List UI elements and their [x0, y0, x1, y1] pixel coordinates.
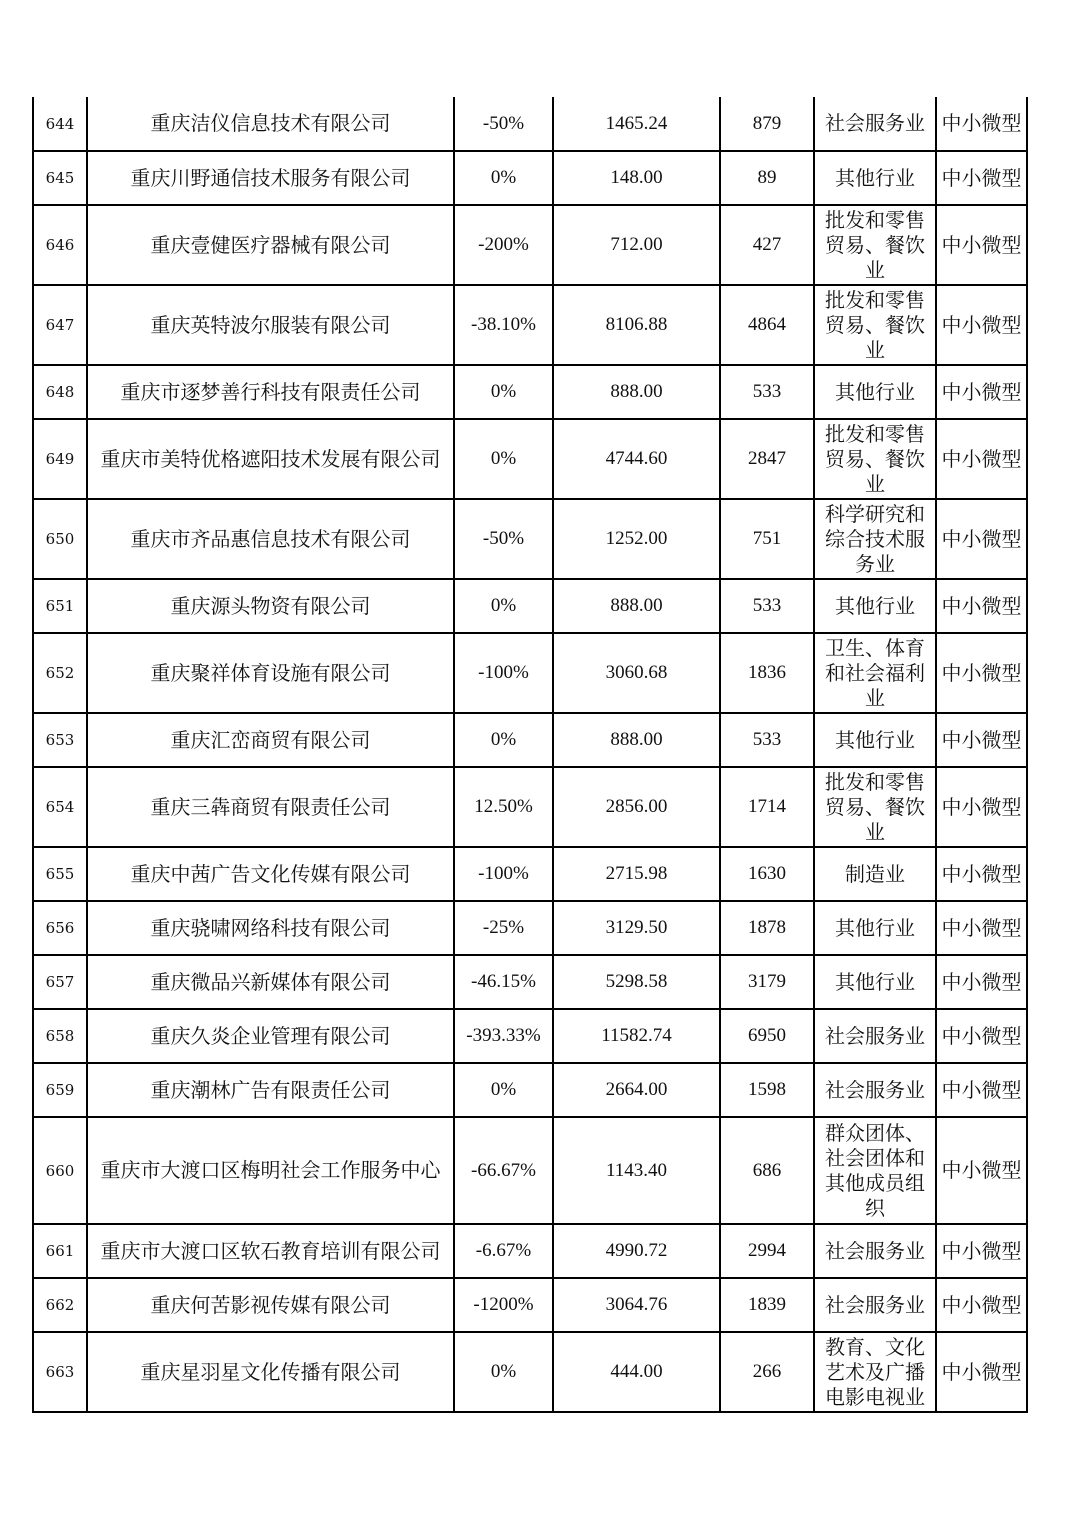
enterprise-size-cell: 中小微型	[936, 285, 1027, 365]
industry-cell: 其他行业	[814, 713, 936, 767]
amount-cell: 4990.72	[553, 1224, 720, 1278]
industry-cell: 社会服务业	[814, 1278, 936, 1332]
industry-cell: 其他行业	[814, 955, 936, 1009]
enterprise-size-cell: 中小微型	[936, 151, 1027, 205]
data-table	[32, 97, 1028, 1413]
enterprise-size-cell: 中小微型	[936, 579, 1027, 633]
change-rate-cell: 0%	[454, 713, 553, 767]
amount-cell: 712.00	[553, 205, 720, 285]
row-number-cell: 645	[33, 151, 87, 205]
enterprise-size-cell: 中小微型	[936, 1224, 1027, 1278]
count-cell: 533	[720, 365, 814, 419]
enterprise-size-cell: 中小微型	[936, 1063, 1027, 1117]
amount-cell: 2664.00	[553, 1063, 720, 1117]
row-number-cell: 659	[33, 1063, 87, 1117]
company-name-cell: 重庆星羽星文化传播有限公司	[87, 1332, 454, 1412]
change-rate-cell: -50%	[454, 97, 553, 151]
industry-cell: 科学研究和综合技术服务业	[814, 499, 936, 579]
table-row	[33, 579, 1027, 633]
row-number-cell: 648	[33, 365, 87, 419]
change-rate-cell: 0%	[454, 419, 553, 499]
industry-cell: 社会服务业	[814, 1224, 936, 1278]
company-name-cell: 重庆聚祥体育设施有限公司	[87, 633, 454, 713]
industry-cell: 制造业	[814, 847, 936, 901]
change-rate-cell: -50%	[454, 499, 553, 579]
change-rate-cell: -25%	[454, 901, 553, 955]
row-number-cell: 660	[33, 1117, 87, 1224]
change-rate-cell: -100%	[454, 633, 553, 713]
company-name-cell: 重庆汇峦商贸有限公司	[87, 713, 454, 767]
industry-cell: 群众团体、社会团体和其他成员组织	[814, 1117, 936, 1224]
count-cell: 751	[720, 499, 814, 579]
table-row	[33, 97, 1027, 151]
change-rate-cell: -100%	[454, 847, 553, 901]
count-cell: 1878	[720, 901, 814, 955]
count-cell: 1839	[720, 1278, 814, 1332]
count-cell: 879	[720, 97, 814, 151]
enterprise-size-cell: 中小微型	[936, 901, 1027, 955]
industry-cell: 其他行业	[814, 579, 936, 633]
industry-cell: 教育、文化艺术及广播电影电视业	[814, 1332, 936, 1412]
enterprise-size-cell: 中小微型	[936, 1117, 1027, 1224]
change-rate-cell: -38.10%	[454, 285, 553, 365]
company-name-cell: 重庆潮林广告有限责任公司	[87, 1063, 454, 1117]
table-row	[33, 713, 1027, 767]
count-cell: 2847	[720, 419, 814, 499]
company-name-cell: 重庆洁仪信息技术有限公司	[87, 97, 454, 151]
enterprise-size-cell: 中小微型	[936, 1332, 1027, 1412]
industry-cell: 批发和零售贸易、餐饮业	[814, 419, 936, 499]
industry-cell: 社会服务业	[814, 97, 936, 151]
enterprise-size-cell: 中小微型	[936, 633, 1027, 713]
amount-cell: 3129.50	[553, 901, 720, 955]
company-name-cell: 重庆市美特优格遮阳技术发展有限公司	[87, 419, 454, 499]
table-row	[33, 955, 1027, 1009]
amount-cell: 3064.76	[553, 1278, 720, 1332]
table-row	[33, 633, 1027, 713]
count-cell: 533	[720, 579, 814, 633]
count-cell: 6950	[720, 1009, 814, 1063]
table-row	[33, 151, 1027, 205]
company-name-cell: 重庆市大渡口区梅明社会工作服务中心	[87, 1117, 454, 1224]
change-rate-cell: 0%	[454, 365, 553, 419]
amount-cell: 888.00	[553, 365, 720, 419]
table-row	[33, 847, 1027, 901]
change-rate-cell: 0%	[454, 151, 553, 205]
row-number-cell: 654	[33, 767, 87, 847]
company-name-cell: 重庆市齐品惠信息技术有限公司	[87, 499, 454, 579]
table-row	[33, 1009, 1027, 1063]
change-rate-cell: 12.50%	[454, 767, 553, 847]
enterprise-size-cell: 中小微型	[936, 713, 1027, 767]
company-name-cell: 重庆三犇商贸有限责任公司	[87, 767, 454, 847]
count-cell: 3179	[720, 955, 814, 1009]
table-row	[33, 365, 1027, 419]
amount-cell: 148.00	[553, 151, 720, 205]
row-number-cell: 656	[33, 901, 87, 955]
table-row	[33, 499, 1027, 579]
amount-cell: 2715.98	[553, 847, 720, 901]
change-rate-cell: 0%	[454, 1063, 553, 1117]
amount-cell: 1252.00	[553, 499, 720, 579]
count-cell: 427	[720, 205, 814, 285]
enterprise-size-cell: 中小微型	[936, 767, 1027, 847]
enterprise-size-cell: 中小微型	[936, 97, 1027, 151]
row-number-cell: 658	[33, 1009, 87, 1063]
change-rate-cell: -6.67%	[454, 1224, 553, 1278]
count-cell: 1598	[720, 1063, 814, 1117]
amount-cell: 888.00	[553, 579, 720, 633]
industry-cell: 批发和零售贸易、餐饮业	[814, 205, 936, 285]
amount-cell: 5298.58	[553, 955, 720, 1009]
count-cell: 266	[720, 1332, 814, 1412]
enterprise-size-cell: 中小微型	[936, 205, 1027, 285]
table-row	[33, 1224, 1027, 1278]
amount-cell: 2856.00	[553, 767, 720, 847]
company-name-cell: 重庆久炎企业管理有限公司	[87, 1009, 454, 1063]
enterprise-size-cell: 中小微型	[936, 955, 1027, 1009]
industry-cell: 其他行业	[814, 901, 936, 955]
row-number-cell: 661	[33, 1224, 87, 1278]
amount-cell: 444.00	[553, 1332, 720, 1412]
row-number-cell: 647	[33, 285, 87, 365]
table-row	[33, 1117, 1027, 1224]
company-name-cell: 重庆中茜广告文化传媒有限公司	[87, 847, 454, 901]
enterprise-size-cell: 中小微型	[936, 419, 1027, 499]
table-row	[33, 1278, 1027, 1332]
company-name-cell: 重庆骁啸网络科技有限公司	[87, 901, 454, 955]
table-row	[33, 1332, 1027, 1412]
enterprise-size-cell: 中小微型	[936, 847, 1027, 901]
amount-cell: 11582.74	[553, 1009, 720, 1063]
change-rate-cell: -1200%	[454, 1278, 553, 1332]
amount-cell: 4744.60	[553, 419, 720, 499]
count-cell: 4864	[720, 285, 814, 365]
row-number-cell: 644	[33, 97, 87, 151]
table-row	[33, 901, 1027, 955]
row-number-cell: 646	[33, 205, 87, 285]
company-name-cell: 重庆市逐梦善行科技有限责任公司	[87, 365, 454, 419]
change-rate-cell: 0%	[454, 1332, 553, 1412]
row-number-cell: 662	[33, 1278, 87, 1332]
count-cell: 1714	[720, 767, 814, 847]
table-row	[33, 285, 1027, 365]
row-number-cell: 657	[33, 955, 87, 1009]
count-cell: 89	[720, 151, 814, 205]
table-row	[33, 1063, 1027, 1117]
amount-cell: 3060.68	[553, 633, 720, 713]
industry-cell: 其他行业	[814, 151, 936, 205]
row-number-cell: 651	[33, 579, 87, 633]
company-name-cell: 重庆微品兴新媒体有限公司	[87, 955, 454, 1009]
company-name-cell: 重庆壹健医疗器械有限公司	[87, 205, 454, 285]
table-row	[33, 205, 1027, 285]
row-number-cell: 655	[33, 847, 87, 901]
amount-cell: 8106.88	[553, 285, 720, 365]
company-name-cell: 重庆川野通信技术服务有限公司	[87, 151, 454, 205]
company-name-cell: 重庆源头物资有限公司	[87, 579, 454, 633]
change-rate-cell: 0%	[454, 579, 553, 633]
company-name-cell: 重庆市大渡口区软石教育培训有限公司	[87, 1224, 454, 1278]
industry-cell: 卫生、体育和社会福利业	[814, 633, 936, 713]
row-number-cell: 653	[33, 713, 87, 767]
row-number-cell: 649	[33, 419, 87, 499]
enterprise-size-cell: 中小微型	[936, 1009, 1027, 1063]
table-row	[33, 767, 1027, 847]
industry-cell: 其他行业	[814, 365, 936, 419]
count-cell: 533	[720, 713, 814, 767]
change-rate-cell: -200%	[454, 205, 553, 285]
industry-cell: 批发和零售贸易、餐饮业	[814, 767, 936, 847]
row-number-cell: 650	[33, 499, 87, 579]
amount-cell: 1465.24	[553, 97, 720, 151]
amount-cell: 888.00	[553, 713, 720, 767]
enterprise-size-cell: 中小微型	[936, 1278, 1027, 1332]
industry-cell: 社会服务业	[814, 1063, 936, 1117]
change-rate-cell: -66.67%	[454, 1117, 553, 1224]
industry-cell: 社会服务业	[814, 1009, 936, 1063]
amount-cell: 1143.40	[553, 1117, 720, 1224]
table-row	[33, 419, 1027, 499]
company-name-cell: 重庆英特波尔服装有限公司	[87, 285, 454, 365]
count-cell: 686	[720, 1117, 814, 1224]
row-number-cell: 652	[33, 633, 87, 713]
enterprise-size-cell: 中小微型	[936, 499, 1027, 579]
change-rate-cell: -393.33%	[454, 1009, 553, 1063]
row-number-cell: 663	[33, 1332, 87, 1412]
enterprise-size-cell: 中小微型	[936, 365, 1027, 419]
count-cell: 2994	[720, 1224, 814, 1278]
company-name-cell: 重庆何苦影视传媒有限公司	[87, 1278, 454, 1332]
industry-cell: 批发和零售贸易、餐饮业	[814, 285, 936, 365]
count-cell: 1630	[720, 847, 814, 901]
change-rate-cell: -46.15%	[454, 955, 553, 1009]
count-cell: 1836	[720, 633, 814, 713]
